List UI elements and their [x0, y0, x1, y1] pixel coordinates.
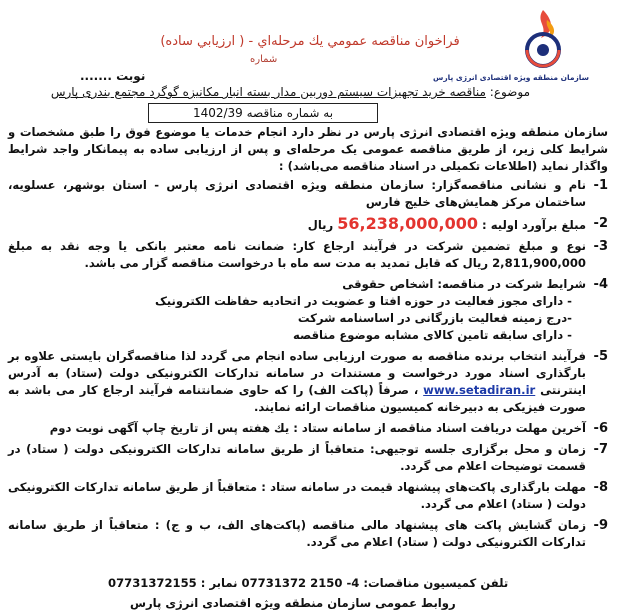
item-text: زمان گشایش پاکت های پیشنهاد مالی مناقصه (پاکت‌های الف، ب و ج) : متعاقباً از طریق سامانه تدارکات الکترونیکی دولت ( ستاد) اعلام می گردد. — [8, 518, 586, 549]
announcement-body — [8, 124, 608, 555]
item-text: آخرین مهلت دریافت اسناد مناقصه از سامانه ستاد : یك هفته پس از تاریخ چاپ آگهی نوبت دوم — [49, 421, 586, 435]
list-item — [8, 348, 608, 416]
subject-label: موضوع: — [489, 85, 530, 99]
eligibility-bullet: - دارای سابقه تامین کالای مشابه موضوع مناقصه — [292, 328, 572, 342]
item-number: 2- — [593, 216, 608, 231]
item-number: 9- — [593, 518, 608, 533]
commission-phone-line: تلفن کمیسیون مناقصات: 4- 2150 07731372 نمابر : 07731372155 — [108, 576, 509, 590]
eligibility-bullet: -درج زمینه فعالیت بازرگانی در اساسنامه شرکت — [297, 311, 572, 325]
item-number: 3- — [593, 239, 608, 254]
item-number: 7- — [593, 442, 608, 457]
item-number: 4- — [593, 277, 608, 292]
list-item — [8, 238, 608, 272]
setad-website-link[interactable]: www.setadiran.ir — [423, 383, 536, 397]
item-text: شرایط شرکت در مناقصه: اشخاص حقوقی — [342, 277, 586, 291]
list-item — [8, 517, 608, 551]
announcement-number-label: شماره — [250, 54, 278, 65]
item-number: 5- — [593, 349, 608, 364]
subject-text: مناقصه خرید تجهیزات سیستم دوربین مدار بسته انبار مکانیزه گوگرد مجتمع بندری پارس — [50, 85, 486, 99]
process-block — [8, 348, 586, 416]
estimate-unit: ریال — [307, 218, 334, 232]
item-number: 6- — [593, 421, 608, 436]
item-text: نام و نشانی مناقصه‌گزار: سازمان منطقه ویژه اقتصادی انرژی پارس - استان بوشهر، عسلویه، ساختمان مرکز همایش‌های خلیج فارس — [8, 178, 586, 209]
item-text: زمان و محل برگزاری جلسه توجیهی: متعاقباً از طریق سامانه تدارکات الکترونیکی دولت ( ستاد) در قسمت توضیحات اعلام می گردد. — [8, 442, 586, 473]
logo-org-name: سازمان منطقه ویژه اقتصادی انرژی پارس — [433, 73, 589, 82]
list-item — [8, 479, 608, 513]
eligibility-bullet: - دارای مجوز فعالیت در حوزه افتا و عضویت در اتحادیه حفاظت الکترونیک — [154, 294, 572, 308]
intro-paragraph: سازمان منطقه ویژه اقتصادی انرژی پارس در نظر دارد انجام خدمات یا موضوع فوق را طبق مشخصات و شرایط کلی زیر، از طریق مناقصه عمومی یک مرحله‌ای و پس از ارزیابی ساده به پیمانکار واجد شرایط واگذار نماید (اطلاعات تکمیلی در اسناد مناقصه می‌باشد) : — [8, 125, 608, 173]
estimate-amount: 56,238,000,000 — [337, 214, 478, 233]
item-text: مهلت بارگذاری پاکت‌های پیشنهاد قیمت در سامانه ستاد : متعاقباً از طریق سامانه تدارکات الکترونیکی دولت ( ستاد) اعلام می گردد. — [8, 480, 586, 511]
item-number: 8- — [593, 480, 608, 495]
flame-logo-icon — [497, 6, 589, 70]
announcement-title: فراخوان مناقصه عمومي يك مرحله‌اي - ( ارزيابي ساده) — [160, 34, 460, 49]
item-number: 1- — [593, 178, 608, 193]
estimate-label: مبلغ برآورد اولیه : — [482, 218, 586, 232]
list-item — [8, 420, 608, 437]
organization-logo — [433, 6, 589, 82]
tender-number-box: به شماره مناقصه 1402/39 — [148, 103, 378, 123]
publication-round: نوبت ....... — [80, 69, 146, 83]
item-text-before: فرآیند انتخاب برنده مناقصه به صورت ارزیابی ساده انجام می گردد لذا مناقصه‌گران بایستی علاوه بر بارگذاری اسناد مورد درخواست و مستندات در سامانه تدارکات الکترونیکی دولت (ستاد) به آدرس اینترنتی — [8, 349, 586, 397]
list-item — [8, 276, 608, 344]
estimate-line — [8, 215, 586, 234]
eligibility-block — [8, 276, 586, 344]
public-relations-signature: روابط عمومی سازمان منطقه ویژه اقتصادی انرژی پارس — [130, 596, 456, 610]
list-item — [8, 215, 608, 234]
list-item — [8, 441, 608, 475]
list-item — [8, 177, 608, 211]
subject-line — [20, 85, 530, 99]
item-text: نوع و مبلغ تضمین شرکت در فرآیند ارجاع کار: ضمانت نامه معتبر بانکی یا وجه نقد به مبلغ 2,811,900,000 ریال که قابل تمدید به مدت سه ماه با درخواست مناقصه گزار می باشد. — [8, 239, 586, 270]
item-text-after: ، صرفاً (پاکت الف) را که حاوی ضمانتنامه فرآیند ارجاع کار می باشد به صورت فیزیکی به دبیرخانه کمیسیون مناقصات ارائه نمایند. — [8, 383, 586, 414]
